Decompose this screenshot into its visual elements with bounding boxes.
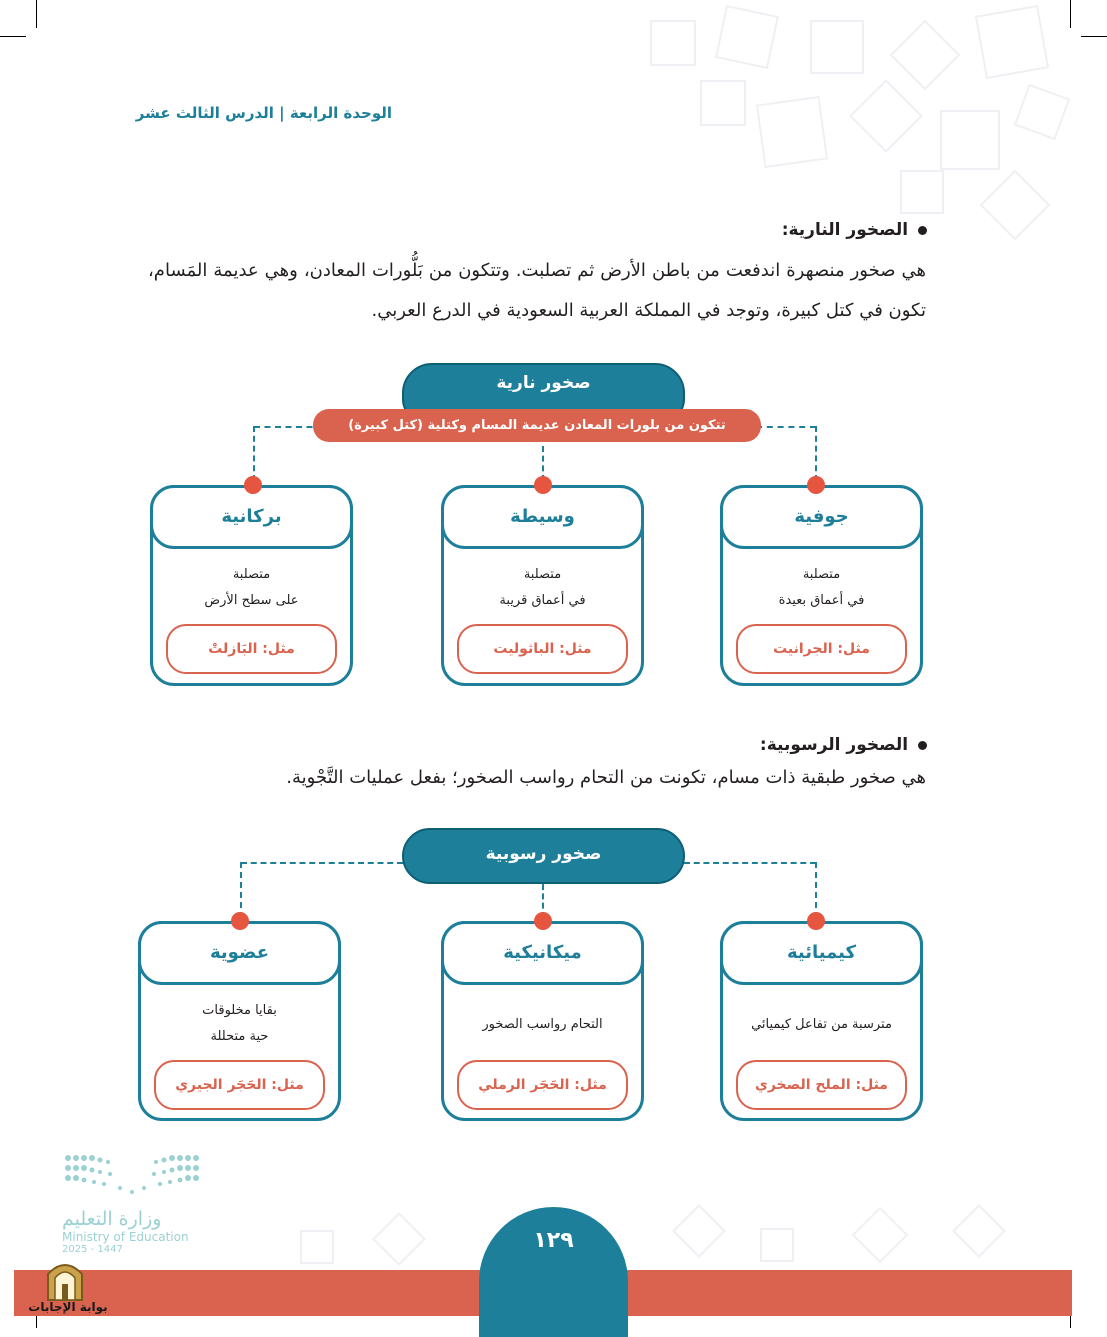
decor-square [849,79,923,153]
decor-square [700,80,746,126]
card-line: التحام رواسب الصخور [482,1017,603,1032]
card-text [454,562,631,614]
card-line: بقايا مخلوقات [202,1003,277,1018]
crop-mark [0,36,26,37]
connector-dot [534,476,552,494]
decor-square [650,20,696,66]
card-line: في أعماق بعيدة [778,593,865,608]
card-title: عضوية [138,921,341,985]
decor-square [1014,84,1070,140]
connector-line [815,862,817,918]
bullet-icon [918,226,927,235]
sedimentary-diagram-title-text: صخور رسوبية [485,844,602,864]
card-chemical [720,921,923,1121]
decor-square [715,5,779,69]
card-example: مثل: الباثوليت [457,624,628,674]
decor-square [890,20,961,91]
igneous-heading: الصخور النارية: [781,220,909,240]
decor-square [756,96,828,168]
card-title: جوفية [720,485,923,549]
igneous-diagram-title-text: صخور نارية [496,373,591,393]
card-example: مثل: الجرانيت [736,624,907,674]
card-text [151,998,328,1050]
card-line: على سطح الأرض [204,593,299,608]
watermark-gate-icon [44,1256,86,1302]
connector-line [815,426,817,481]
bullet-icon [918,741,927,750]
page-number-tab [479,1207,628,1337]
page-number: ١٢٩ [533,1228,574,1253]
breadcrumb: الوحدة الرابعة | الدرس الثالث عشر [135,104,392,122]
card-line: حية متحللة [210,1029,269,1044]
card-text [733,1012,910,1038]
connector-dot [807,476,825,494]
connector-dot [231,912,249,930]
card-example: مثل: البَازلتْ [166,624,337,674]
card-title: وسيطة [441,485,644,549]
decor-square [952,1204,1006,1258]
card-text [454,1012,631,1038]
connector-line [684,862,816,864]
ministry-year: 2025 - 1447 [62,1244,123,1255]
decor-square [852,1207,909,1264]
crop-mark [1081,36,1107,37]
card-example: مثل: الحَجَر الرملي [457,1060,628,1110]
card-line: متصلبة [802,567,841,582]
decor-square [372,1212,426,1266]
card-mechanical [441,921,644,1121]
card-line: متصلبة [232,567,271,582]
decor-square [980,170,1051,241]
card-organic [138,921,341,1121]
ministry-name-en: Ministry of Education [62,1230,189,1244]
connector-line [240,862,242,918]
decor-square [760,1228,794,1262]
decor-square [975,5,1049,79]
ministry-branding [62,1208,202,1255]
crop-mark [1070,0,1071,28]
card-line: في أعماق قريبة [499,593,586,608]
card-title: بركانية [150,485,353,549]
card-example: مثل: الحَجَر الجيري [154,1060,325,1110]
decor-square [300,1230,334,1264]
decor-square [900,170,944,214]
connector-line [241,862,403,864]
card-intrusive [720,485,923,686]
sedimentary-heading: الصخور الرسوبية: [759,735,909,755]
connector-dot [807,912,825,930]
ministry-name-ar: وزارة التعليم [62,1208,162,1230]
watermark-label: بوابة الإجابات [28,1300,108,1314]
connector-dot [534,912,552,930]
connector-line [253,426,255,481]
card-title: ميكانيكية [441,921,644,985]
decor-square [810,20,864,74]
card-text [163,562,340,614]
card-text [733,562,910,614]
sedimentary-diagram-title [402,828,685,884]
section-heading-sedimentary [760,735,927,755]
card-example: مثل: الملح الصخري [736,1060,907,1110]
card-title: كيميائية [720,921,923,985]
ministry-logo-icon [64,1152,200,1198]
card-hypabyssal [441,485,644,686]
card-line: متصلبة [523,567,562,582]
connector-line [756,426,816,428]
decor-square [672,1204,726,1258]
igneous-diagram-subtitle: تتكون من بلورات المعادن عديمة المسام وكتلية (كتل كبيرة) [313,409,761,442]
decor-square [940,110,1000,170]
card-volcanic [150,485,353,686]
card-line: مترسبة من تفاعل كيميائي [751,1017,892,1032]
connector-dot [244,476,262,494]
section-heading-igneous [782,220,927,240]
crop-mark [36,0,37,28]
sedimentary-paragraph: هي صخور طبقية ذات مسام، تكونت من التحام رواسب الصخور؛ بفعل عمليات التَّجْوية. [286,767,926,788]
igneous-paragraph: هي صخور منصهرة اندفعت من باطن الأرض ثم تصلبت. وتتكون من بَلُّورات المعادن، وهي عديمة المَسام، تكون في كتل كبيرة، وتوجد في المملكة العربية السعودية في الدرع العربي. [148,260,926,321]
